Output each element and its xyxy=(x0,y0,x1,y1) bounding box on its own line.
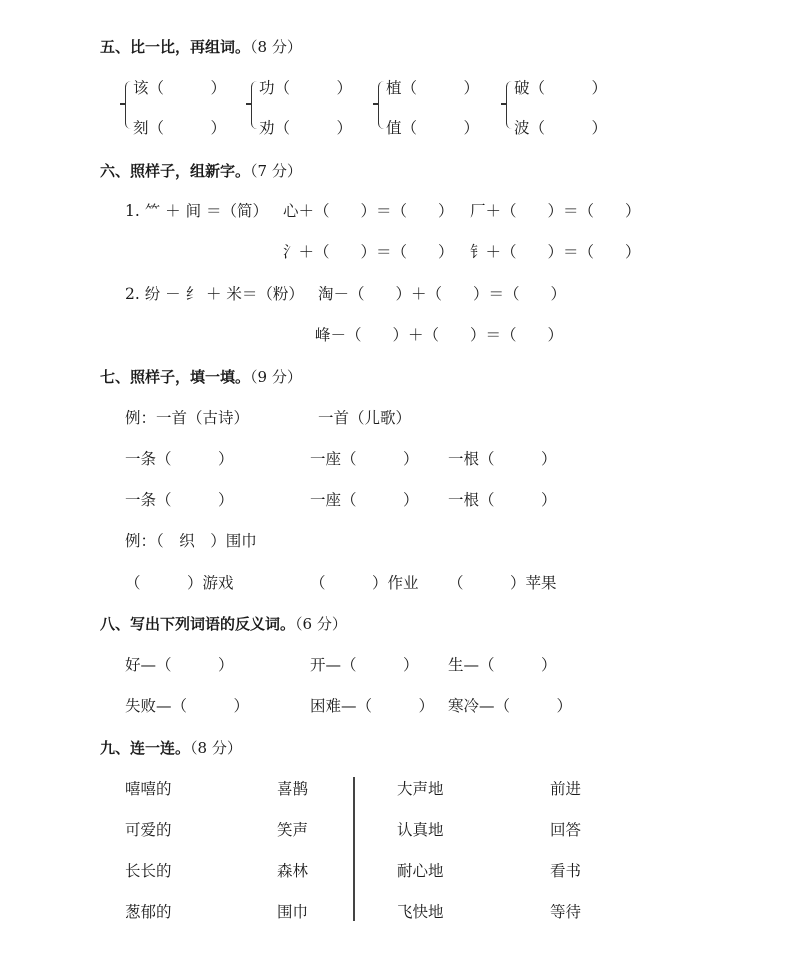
antonym-item: 失败—（ ） xyxy=(125,697,250,715)
match-left-item: 葱郁的 xyxy=(125,903,172,921)
match-left-item: 可爱的 xyxy=(125,821,172,839)
fill-item: 一根（ ） xyxy=(448,491,557,509)
match-right-item: 喜鹊 xyxy=(277,780,309,798)
match-left-item: 长长的 xyxy=(125,862,172,880)
match-right-item: 森林 xyxy=(277,862,309,880)
divider-line xyxy=(353,777,355,921)
example-item: 例：一首（古诗） xyxy=(125,409,250,427)
pair-item: 植（ ） xyxy=(386,79,480,97)
formula-item: 淘－（ ）＋（ ）＝（ ） xyxy=(318,285,567,303)
fill-item: （ ）游戏 xyxy=(125,574,234,592)
match-left-item: 耐心地 xyxy=(397,862,444,880)
match-left-item: 嘻嘻的 xyxy=(125,780,172,798)
fill-item: 一根（ ） xyxy=(448,450,557,468)
section-points: （6 分） xyxy=(295,615,347,633)
section-7-heading xyxy=(100,367,302,387)
match-left-item: 认真地 xyxy=(397,821,444,839)
pair-item: 功（ ） xyxy=(259,79,353,97)
match-right-item: 笑声 xyxy=(277,821,309,839)
antonym-item: 开—（ ） xyxy=(310,656,419,674)
pair-item: 值（ ） xyxy=(386,119,480,137)
example-item: 例：（ 织 ）围巾 xyxy=(125,532,257,550)
pair-item: 该（ ） xyxy=(133,79,227,97)
match-right-item: 围巾 xyxy=(277,903,309,921)
section-6-heading xyxy=(100,161,302,181)
section-5-heading xyxy=(100,37,302,57)
pair-item: 劝（ ） xyxy=(259,119,353,137)
formula-item: 厂＋（ ）＝（ ） xyxy=(470,202,641,220)
section-points: （8 分） xyxy=(190,739,242,757)
example-formula: 2. 纷 － 纟 ＋ 米＝（粉） xyxy=(125,285,304,303)
formula-item: 峰－（ ）＋（ ）＝（ ） xyxy=(315,326,564,344)
match-right-item: 前进 xyxy=(550,780,582,798)
fill-item: 一座（ ） xyxy=(310,450,419,468)
section-title: 六、照样子，组新字。 xyxy=(100,162,251,180)
antonym-item: 好—（ ） xyxy=(125,656,234,674)
fill-item: 一条（ ） xyxy=(125,450,234,468)
formula-item: 心＋（ ）＝（ ） xyxy=(283,202,454,220)
antonym-item: 困难—（ ） xyxy=(310,697,435,715)
pair-item: 波（ ） xyxy=(514,119,608,137)
section-points: （8 分） xyxy=(250,38,302,56)
pair-item: 刻（ ） xyxy=(133,119,227,137)
pair-item: 破（ ） xyxy=(514,79,608,97)
antonym-item: 生—（ ） xyxy=(448,656,557,674)
match-right-item: 等待 xyxy=(550,903,582,921)
formula-item: 氵＋（ ）＝（ ） xyxy=(283,243,454,261)
formula-item: 钅＋（ ）＝（ ） xyxy=(470,243,641,261)
fill-item: （ ）苹果 xyxy=(448,574,557,592)
example-formula: 1. ⺮ ＋ 间 ＝（简） xyxy=(125,202,268,220)
section-title: 七、照样子，填一填。 xyxy=(100,368,251,386)
section-title: 八、写出下列词语的反义词。 xyxy=(100,615,296,633)
fill-item: （ ）作业 xyxy=(310,574,419,592)
antonym-item: 寒冷—（ ） xyxy=(448,697,573,715)
section-points: （9 分） xyxy=(250,368,302,386)
fill-item: 一座（ ） xyxy=(310,491,419,509)
match-right-item: 回答 xyxy=(550,821,582,839)
section-title: 九、连一连。 xyxy=(100,739,191,757)
match-left-item: 大声地 xyxy=(397,780,444,798)
match-right-item: 看书 xyxy=(550,862,582,880)
section-points: （7 分） xyxy=(250,162,302,180)
fill-item: 一首（儿歌） xyxy=(318,409,412,427)
match-left-item: 飞快地 xyxy=(397,903,444,921)
section-9-heading xyxy=(100,738,242,758)
section-title: 五、比一比，再组词。 xyxy=(100,38,251,56)
section-8-heading xyxy=(100,614,347,634)
fill-item: 一条（ ） xyxy=(125,491,234,509)
